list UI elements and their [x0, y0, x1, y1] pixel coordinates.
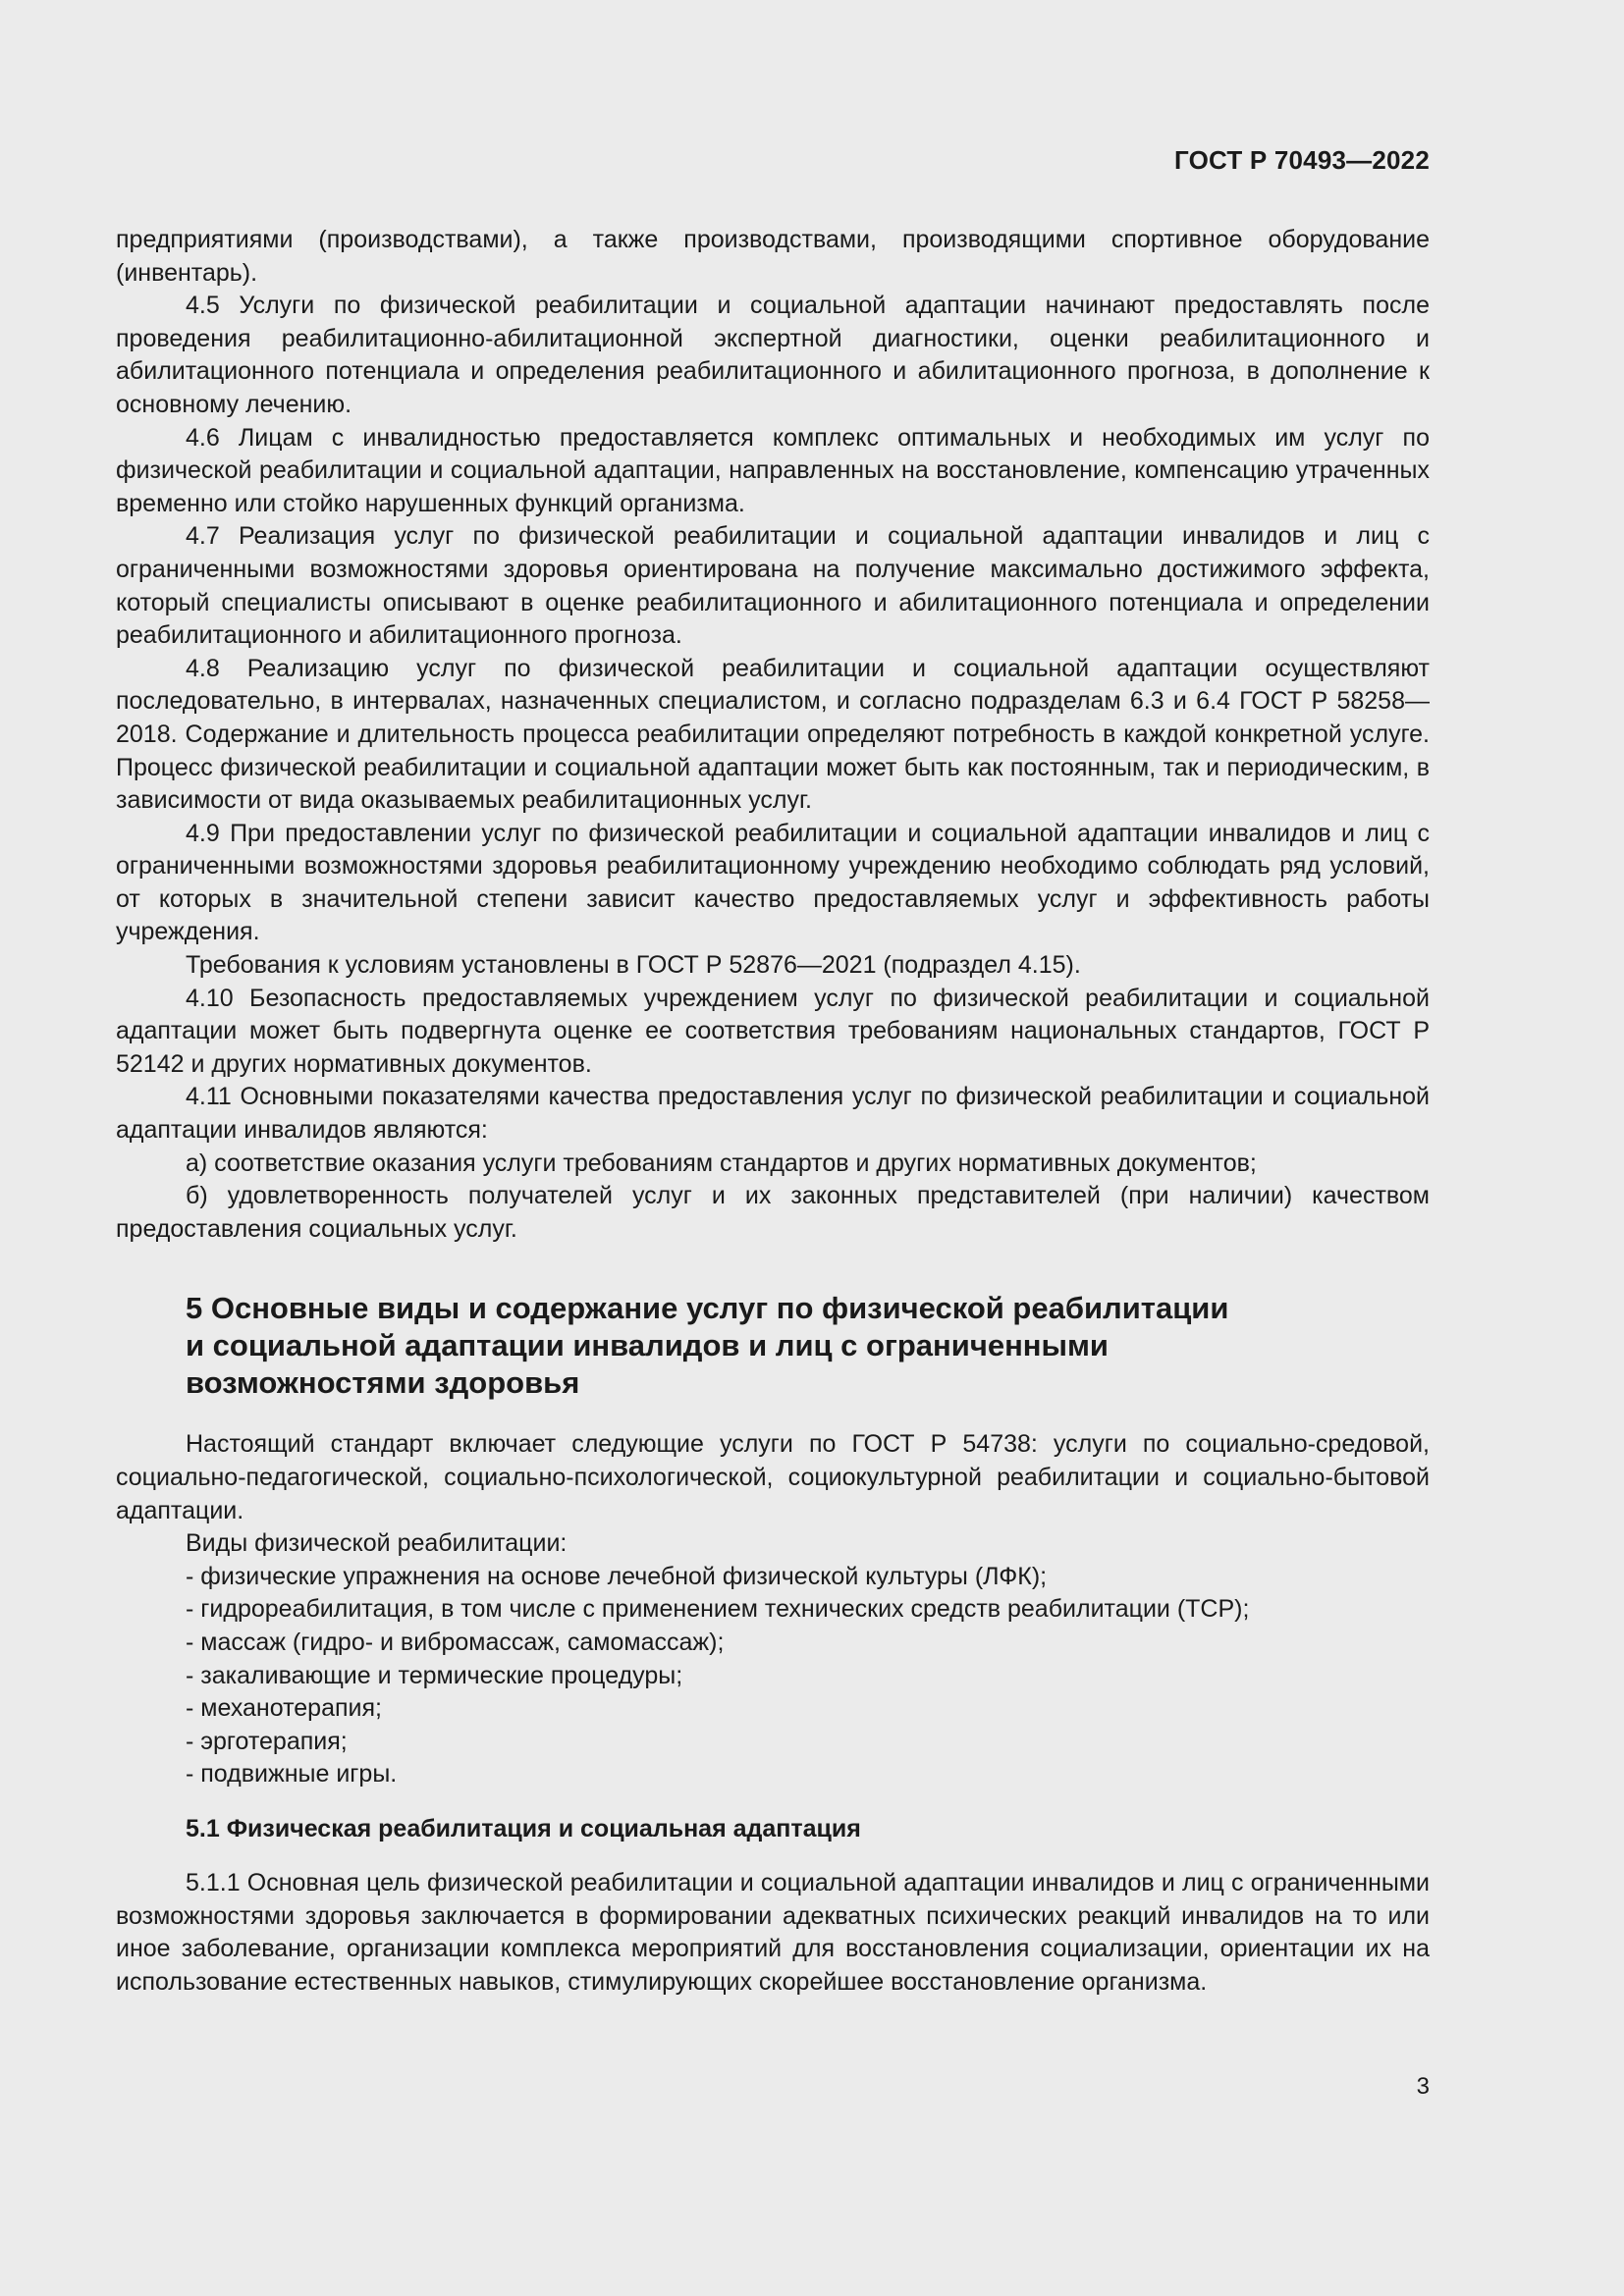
subsection-5-1-heading: 5.1 Физическая реабилитация и социальная адаптация	[186, 1814, 861, 1842]
section-5-heading-line-3: возможностями здоровья	[186, 1365, 580, 1401]
paragraph-continuation: предприятиями (производствами), а также производствами, производящими спортивное оборудование (инвентарь).	[116, 226, 1430, 287]
paragraph-4-8: 4.8 Реализацию услуг по физической реабилитации и социальной адаптации осуществляют последовательно, в интервалах, назначенных специалистом, и согласно подразделам 6.3 и 6.4 ГОСТ Р 58258—2018. Содержание и длительность процесса реабилитации определяют потребность в каждой конкретной услуге. Процесс физической реабилитации и социальной адаптации может быть как постоянным, так и периодическим, в зависимости от вида оказываемых реабилитационных услуг.	[116, 654, 1430, 815]
paragraph-4-7: 4.7 Реализация услуг по физической реабилитации и социальной адаптации инвалидов и лиц с ограниченными возможностями здоровья ориентирована на получение максимально достижимого эффекта, который специалисты описывают в оценке реабилитационного и абилитационного потенциала и определении реабилитационного и абилитационного прогноза.	[116, 522, 1430, 650]
section-5-heading-line-1: 5 Основные виды и содержание услуг по физической реабилитации	[186, 1291, 1229, 1326]
document-body	[116, 224, 1430, 1999]
paragraph-4-11: 4.11 Основными показателями качества предоставления услуг по физической реабилитации и социальной адаптации инвалидов являются:	[116, 1083, 1430, 1145]
section-5-intro: Настоящий стандарт включает следующие услуги по ГОСТ Р 54738: услуги по социально-средовой, социально-педагогической, социально-психологической, социокультурной реабилитации и социально-бытовой адаптации.	[116, 1430, 1430, 1524]
rehabilitation-types-label: Виды физической реабилитации:	[186, 1529, 568, 1558]
paragraph-4-5: 4.5 Услуги по физической реабилитации и социальной адаптации начинают предоставлять после проведения реабилитационно-абилитационной экспертной диагностики, оценки реабилитационного и абилитационного потенциала и определения реабилитационного и абилитационного прогноза, в дополнение к основному лечению.	[116, 292, 1430, 418]
list-item: - физические упражнения на основе лечебной физической культуры (ЛФК);	[186, 1562, 1048, 1590]
list-item-b: б) удовлетворенность получателей услуг и их законных представителей (при наличии) качеством предоставления социальных услуг.	[116, 1182, 1430, 1243]
paragraph-5-1-1: 5.1.1 Основная цель физической реабилитации и социальной адаптации инвалидов и лиц с ограниченными возможностями здоровья заключается в формировании адекватных психических реакций инвалидов на то или иное заболевание, организации комплекса мероприятий для восстановления социализации, ориентации их на использование естественных навыков, стимулирующих скорейшее восстановление организма.	[116, 1868, 1430, 1996]
list-item: - подвижные игры.	[186, 1760, 398, 1789]
section-5-heading-line-2: и социальной адаптации инвалидов и лиц с ограниченными	[186, 1328, 1109, 1363]
section-5-heading	[186, 1290, 1430, 1402]
page-number: 3	[1416, 2073, 1430, 2100]
list-item: - массаж (гидро- и вибромассаж, самомассаж);	[186, 1628, 725, 1656]
list-item: - механотерапия;	[186, 1694, 382, 1723]
list-item: - гидрореабилитация, в том числе с применением технических средств реабилитации (ТСР);	[186, 1595, 1250, 1624]
paragraph-4-10: 4.10 Безопасность предоставляемых учреждением услуг по физической реабилитации и социальной адаптации может быть подвергнута оценке ее соответствия требованиям национальных стандартов, ГОСТ Р 52142 и других нормативных документов.	[116, 984, 1430, 1078]
paragraph-requirements: Требования к условиям установлены в ГОСТ Р 52876—2021 (подраздел 4.15).	[186, 951, 1081, 980]
paragraph-4-6: 4.6 Лицам с инвалидностью предоставляется комплекс оптимальных и необходимых им услуг по физической реабилитации и социальной адаптации, направленных на восстановление, компенсацию утраченных временно или стойко нарушенных функций организма.	[116, 423, 1430, 517]
document-id: ГОСТ Р 70493—2022	[1174, 145, 1430, 175]
list-item: - эрготерапия;	[186, 1727, 348, 1755]
list-item-a: а) соответствие оказания услуги требованиям стандартов и других нормативных документов;	[186, 1148, 1257, 1177]
paragraph-4-9: 4.9 При предоставлении услуг по физической реабилитации и социальной адаптации инвалидов и лиц с ограниченными возможностями здоровья реабилитационному учреждению необходимо соблюдать ряд условий, от которых в значительной степени зависит качество предоставляемых услуг и эффективность работы учреждения.	[116, 819, 1430, 946]
list-item: - закаливающие и термические процедуры;	[186, 1661, 683, 1689]
